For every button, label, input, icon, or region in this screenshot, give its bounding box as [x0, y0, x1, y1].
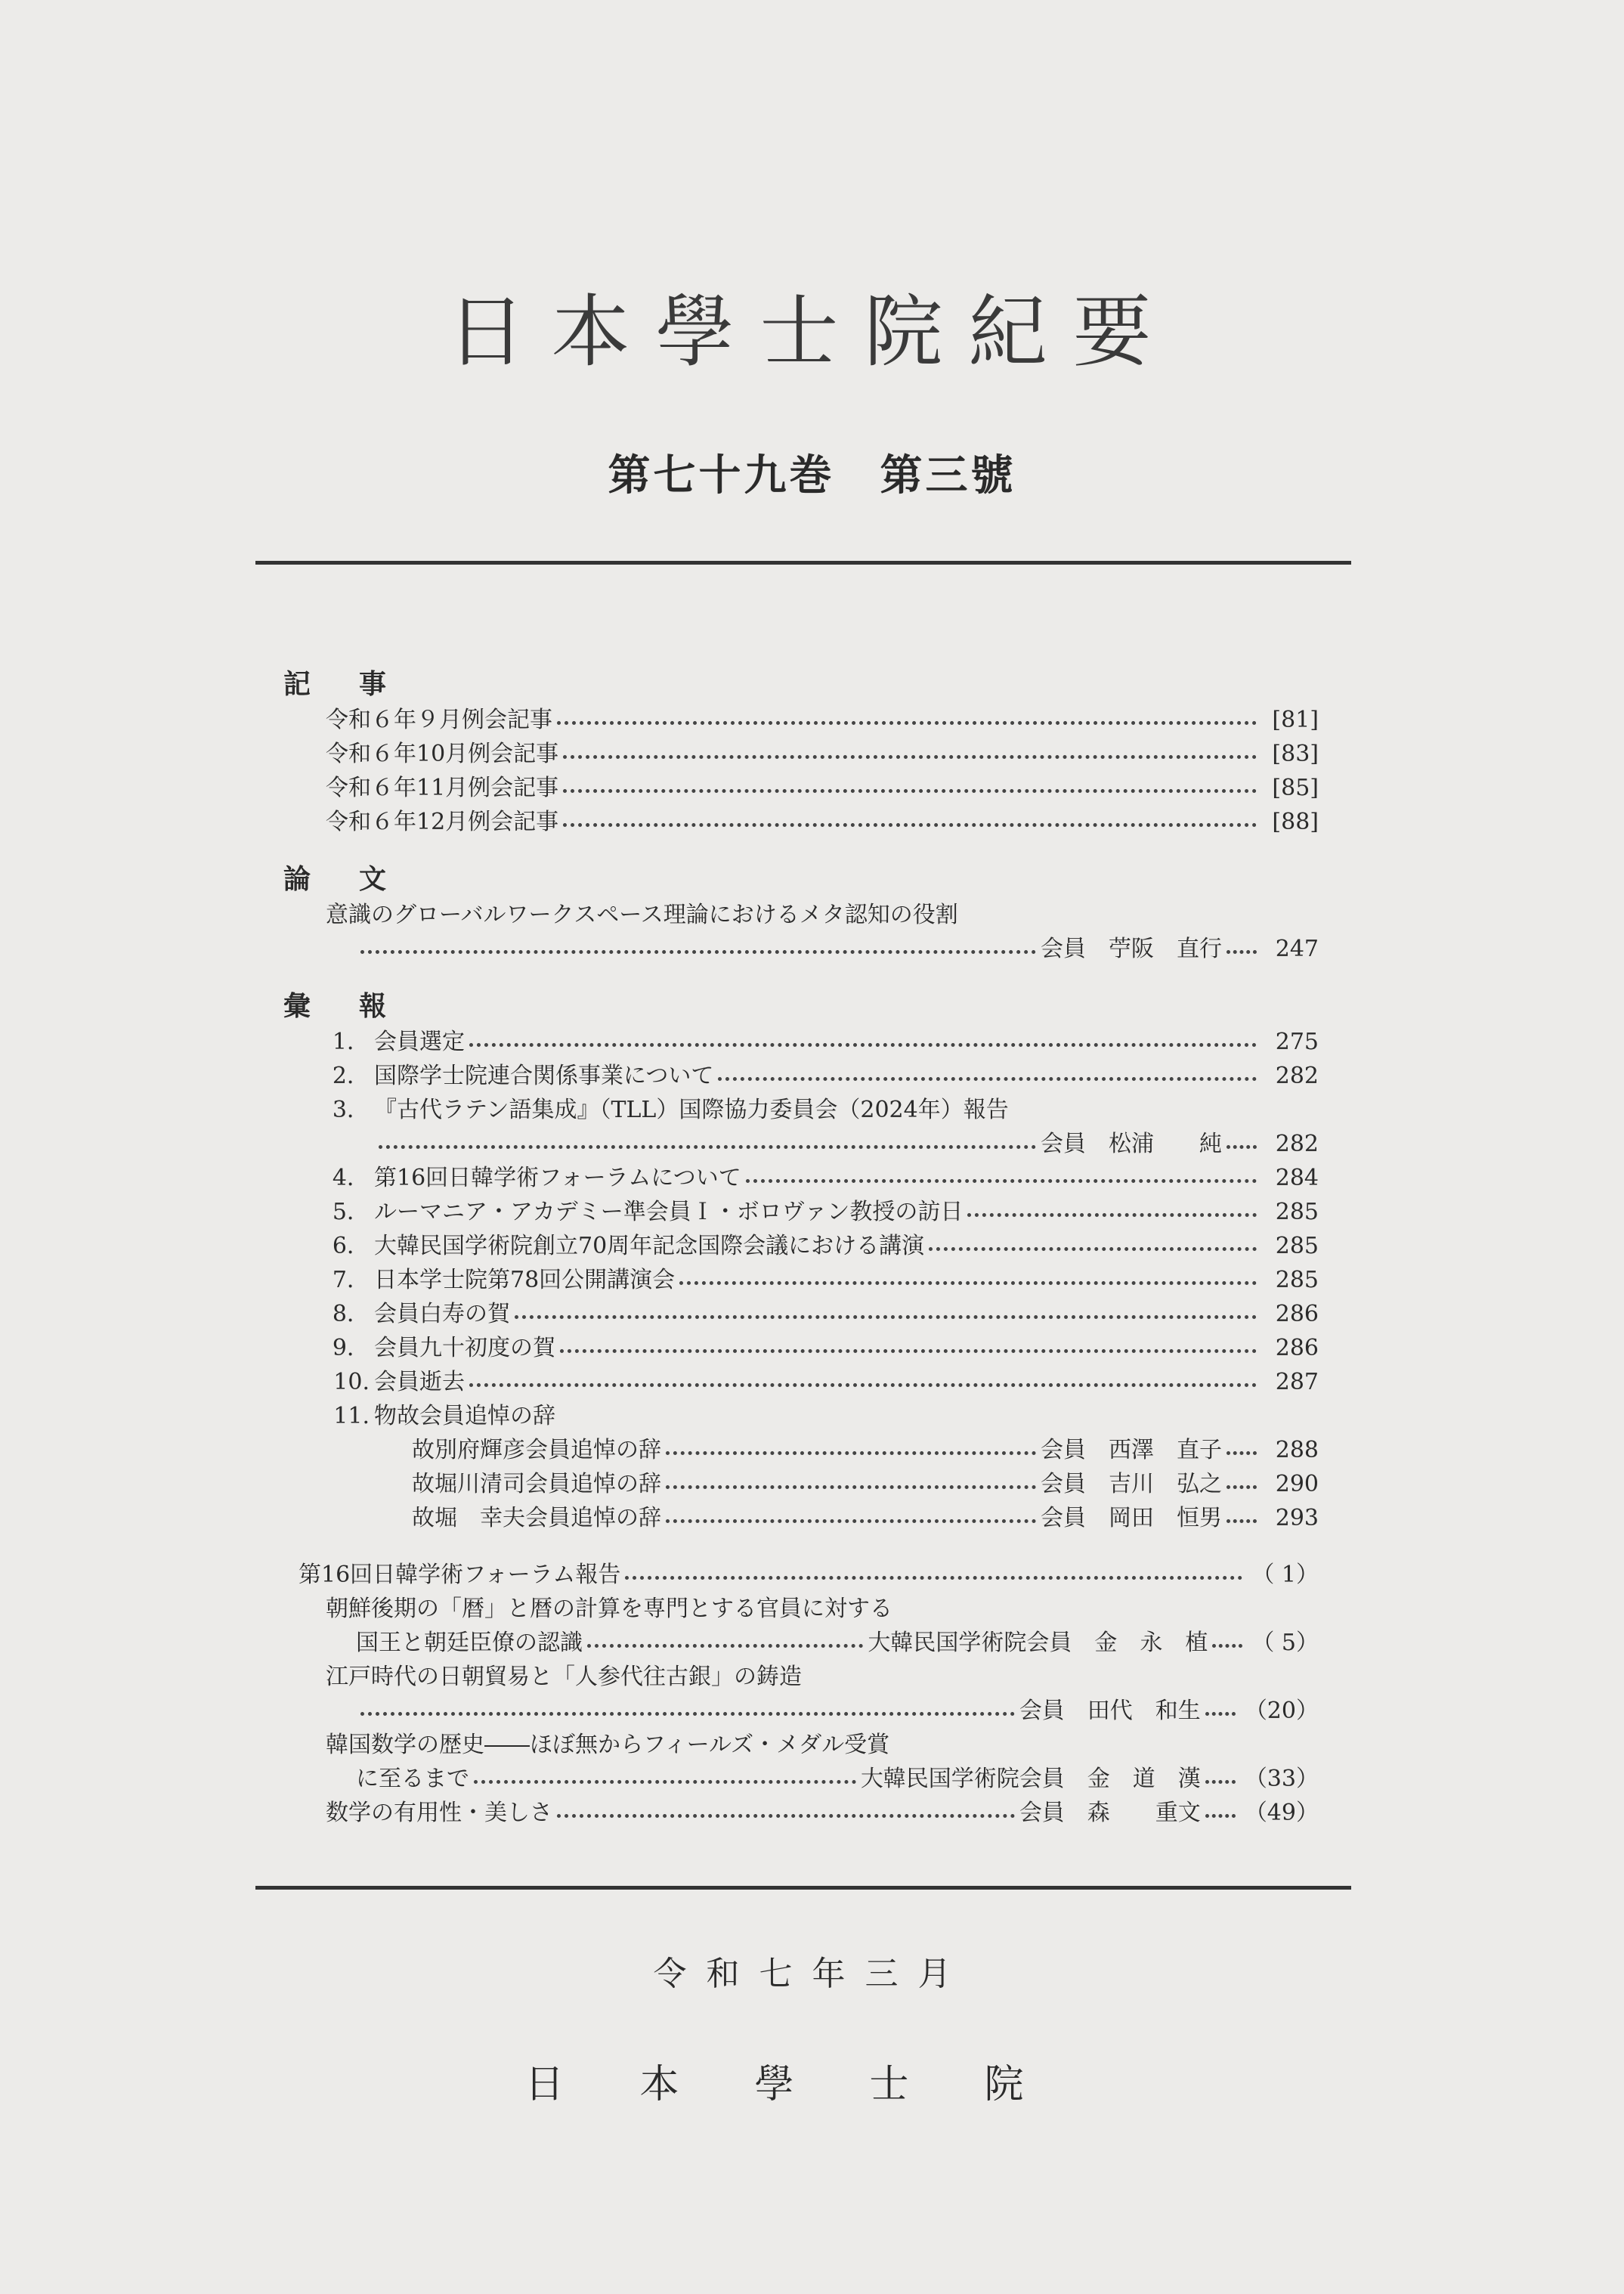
leader-dots [563, 789, 1257, 793]
entry-title: 意識のグローバルワークスペース理論におけるメタ認知の役割 [326, 902, 958, 928]
toc-entry[interactable] [283, 703, 1319, 737]
toc-entry[interactable] [283, 805, 1319, 839]
entry-page: 290 [1275, 1471, 1319, 1497]
leader-dots [557, 1814, 1015, 1818]
toc-entry-author-line[interactable] [283, 1127, 1319, 1161]
leader-dots [967, 1213, 1257, 1217]
leader-dots [929, 1247, 1257, 1251]
entry-page: 286 [1275, 1335, 1319, 1361]
entry-number: 2． [332, 1063, 370, 1089]
leader-dots [666, 1451, 1036, 1455]
entry-title: 令和６年10月例会記事 [326, 741, 559, 767]
toc-entry[interactable] [283, 1161, 1319, 1195]
toc-entry[interactable] [283, 1059, 1319, 1093]
leader-dots [1205, 1780, 1236, 1784]
leader-dots [560, 1349, 1257, 1353]
section-heading-ihou: 彙 報 [283, 990, 397, 1022]
entry-page: 286 [1275, 1301, 1319, 1327]
entry-author: 会員 苧阪 直行 [1041, 936, 1222, 962]
toc-entry[interactable] [283, 1195, 1319, 1229]
entry-title-cont: に至るまで [356, 1766, 469, 1792]
bottom-rule [255, 1886, 1351, 1890]
entry-title: 第16回日韓学術フォーラム報告 [299, 1562, 621, 1588]
toc-entry-title-line[interactable] [283, 898, 1319, 932]
entry-page: 282 [1275, 1131, 1319, 1157]
leader-dots [563, 755, 1257, 759]
entry-page: （ 1） [1251, 1562, 1319, 1588]
memorial-entry[interactable] [283, 1501, 1319, 1535]
entry-page: 285 [1275, 1199, 1319, 1225]
leader-dots [718, 1077, 1257, 1081]
entry-author: 会員 田代 和生 [1019, 1698, 1201, 1724]
entry-number: 4． [332, 1165, 370, 1191]
entry-number: 8． [332, 1301, 370, 1327]
forum-paper-title-line[interactable] [283, 1592, 1319, 1626]
leader-dots [1227, 1519, 1257, 1523]
forum-report-entry[interactable] [283, 1558, 1319, 1592]
entry-author: 会員 吉川 弘之 [1041, 1471, 1222, 1497]
entry-title: 韓国数学の歴史――ほぼ無からフィールズ・メダル受賞 [326, 1732, 890, 1758]
entry-title: 江戸時代の日朝貿易と「人参代往古銀」の鋳造 [326, 1664, 802, 1690]
entry-number: 3． [332, 1097, 370, 1123]
entry-page: （ 5） [1251, 1630, 1319, 1656]
entry-author: 会員 岡田 恒男 [1041, 1505, 1222, 1531]
toc-entry[interactable] [283, 737, 1319, 771]
entry-number: 11. [333, 1403, 370, 1429]
entry-author: 会員 松浦 純 [1041, 1131, 1222, 1157]
entry-page: 288 [1275, 1437, 1319, 1463]
leader-dots [1227, 1451, 1257, 1455]
leader-dots [469, 1383, 1257, 1387]
leader-dots [625, 1576, 1242, 1580]
entry-number: 9． [332, 1335, 370, 1361]
entry-title-cont: 国王と朝廷臣僚の認識 [356, 1630, 583, 1656]
forum-paper-title-line[interactable] [283, 1660, 1319, 1694]
entry-title: 令和６年９月例会記事 [326, 707, 552, 733]
table-of-contents [283, 665, 1319, 1830]
entry-title: 故別府輝彦会員追悼の辞 [412, 1437, 661, 1463]
leader-dots [563, 823, 1257, 827]
entry-title: 朝鮮後期の「暦」と暦の計算を専門とする官員に対する [326, 1596, 892, 1622]
entry-title: 会員白寿の賀 [374, 1301, 510, 1327]
entry-title: 令和６年11月例会記事 [326, 775, 559, 801]
entry-title: 第16回日韓学術フォーラムについて [374, 1165, 741, 1191]
entry-page: [85] [1272, 775, 1319, 801]
leader-dots [1212, 1644, 1242, 1648]
entry-number: 1． [332, 1029, 370, 1055]
entry-number: 7． [332, 1267, 370, 1293]
entry-number: 6． [332, 1233, 370, 1259]
leader-dots [1227, 1485, 1257, 1489]
entry-title: 物故会員追悼の辞 [374, 1403, 555, 1429]
leader-dots [474, 1780, 856, 1784]
entry-page: 247 [1275, 936, 1319, 962]
entry-author: 大韓民国学術院会員 金 永 植 [868, 1630, 1208, 1656]
entry-title: 国際学士院連合関係事業について [374, 1063, 714, 1089]
leader-dots [1227, 1145, 1257, 1149]
entry-page: 285 [1275, 1267, 1319, 1293]
entry-title: 令和６年12月例会記事 [326, 809, 559, 835]
leader-dots [379, 1145, 1036, 1149]
entry-page: [81] [1272, 707, 1319, 733]
entry-title: 故堀 幸夫会員追悼の辞 [412, 1505, 661, 1531]
toc-entry-title-line[interactable] [283, 1093, 1319, 1127]
leader-dots [557, 721, 1257, 725]
publication-date: 令和七年三月 [653, 1955, 971, 1993]
leader-dots [587, 1644, 863, 1648]
forum-paper-entry[interactable] [283, 1796, 1319, 1830]
entry-title: 『古代ラテン語集成』（TLL）国際協力委員会（2024年）報告 [374, 1097, 1009, 1123]
entry-author: 会員 森 重文 [1019, 1800, 1201, 1826]
forum-paper-author-line[interactable] [283, 1626, 1319, 1660]
leader-dots [469, 1043, 1257, 1047]
entry-page: 282 [1275, 1063, 1319, 1089]
leader-dots [666, 1519, 1036, 1523]
entry-page: （49） [1244, 1800, 1319, 1826]
entry-page: [88] [1272, 809, 1319, 835]
spacer [283, 1535, 1319, 1558]
memorial-entry[interactable] [283, 1433, 1319, 1467]
entry-number: 10. [333, 1369, 370, 1395]
leader-dots [360, 1712, 1015, 1716]
forum-paper-author-line[interactable] [283, 1694, 1319, 1728]
entry-title: 会員九十初度の賀 [374, 1335, 555, 1361]
leader-dots [746, 1179, 1257, 1183]
leader-dots [1227, 950, 1257, 954]
toc-entry[interactable] [283, 1399, 1319, 1433]
entry-title: 会員選定 [374, 1029, 465, 1055]
entry-title: 日本学士院第78回公開講演会 [374, 1267, 676, 1293]
toc-entry[interactable] [283, 1297, 1319, 1331]
entry-title: ルーマニア・アカデミー準会員Ｉ・ボロヴァン教授の訪日 [374, 1199, 964, 1225]
toc-entry[interactable] [283, 771, 1319, 805]
volume-number: 第七十九巻 第三號 [608, 450, 1016, 500]
leader-dots [1205, 1814, 1236, 1818]
forum-paper-author-line[interactable] [283, 1762, 1319, 1796]
toc-entry[interactable] [283, 1229, 1319, 1263]
entry-title: 数学の有用性・美しさ [326, 1800, 552, 1826]
toc-entry[interactable] [283, 1263, 1319, 1297]
top-rule [255, 561, 1351, 565]
memorial-entry[interactable] [283, 1467, 1319, 1501]
entry-number: 5． [332, 1199, 370, 1225]
section-heading-ronbun: 論 文 [283, 863, 397, 895]
leader-dots [360, 950, 1036, 954]
toc-entry[interactable] [283, 1365, 1319, 1399]
leader-dots [666, 1485, 1036, 1489]
entry-page: [83] [1272, 741, 1319, 767]
entry-page: 275 [1275, 1029, 1319, 1055]
leader-dots [1205, 1712, 1236, 1716]
section-heading-kiji: 記 事 [283, 668, 397, 700]
toc-entry-author-line[interactable] [283, 932, 1319, 966]
leader-dots [515, 1315, 1257, 1319]
toc-entry[interactable] [283, 1331, 1319, 1365]
entry-page: 285 [1275, 1233, 1319, 1259]
forum-paper-title-line[interactable] [283, 1728, 1319, 1762]
entry-page: （20） [1244, 1698, 1319, 1724]
toc-entry[interactable] [283, 1025, 1319, 1059]
entry-page: 293 [1275, 1505, 1319, 1531]
entry-title: 大韓民国学術院創立70周年記念国際会議における講演 [374, 1233, 925, 1259]
entry-page: 287 [1275, 1369, 1319, 1395]
leader-dots [679, 1281, 1257, 1285]
entry-page: 284 [1275, 1165, 1319, 1191]
journal-title: 日本學士院紀要 [447, 286, 1177, 378]
publisher-name: 日本學士院 [524, 2062, 1100, 2107]
entry-page: （33） [1244, 1766, 1319, 1792]
entry-title: 会員逝去 [374, 1369, 465, 1395]
entry-author: 大韓民国学術院会員 金 道 漢 [860, 1766, 1201, 1792]
entry-author: 会員 西澤 直子 [1041, 1437, 1222, 1463]
entry-title: 故堀川清司会員追悼の辞 [412, 1471, 661, 1497]
